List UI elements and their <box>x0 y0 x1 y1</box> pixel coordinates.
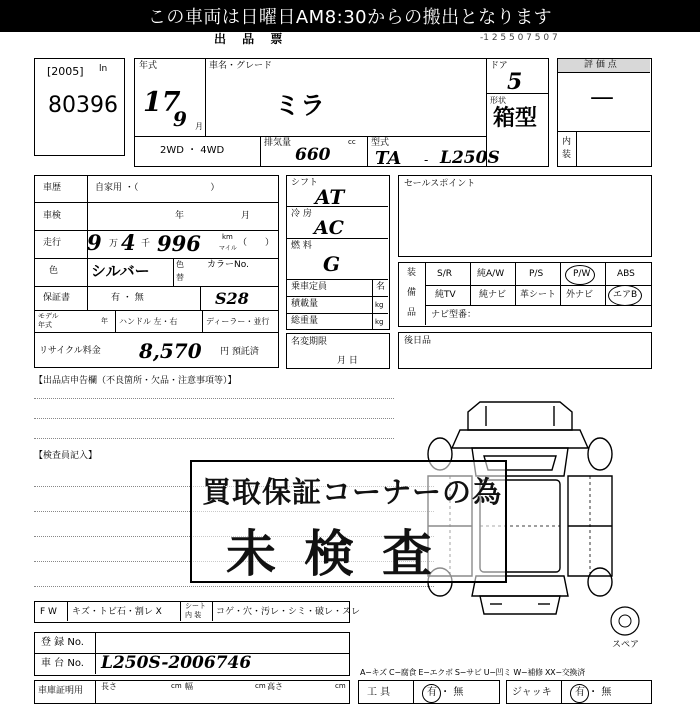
rear-items-box <box>398 332 652 369</box>
lot-box <box>34 58 125 156</box>
cert-length-unit: cm <box>171 682 182 690</box>
registration-box <box>34 632 350 676</box>
color-sub-2: 替 <box>176 273 184 282</box>
mileage-digits: 996 <box>157 231 201 256</box>
handle-label: ハンドル 左・右 <box>119 317 178 326</box>
model-label: 型式 <box>371 138 390 148</box>
top-right-digits: -1 2 5 5 0 7 5 0 7 <box>480 33 558 43</box>
banner-notice: この車両は日曜日AM8:30からの搬出となります <box>0 0 700 32</box>
seat-text: コゲ・穴・汚レ・シミ・破レ・スレ <box>216 607 361 617</box>
name-change-label: 名変期限 <box>291 337 328 347</box>
lot-small-mark: ln <box>99 64 108 74</box>
cert-length: 長さ <box>101 682 117 691</box>
spare-tire-icon <box>608 604 642 638</box>
cert-width: 幅 <box>185 682 193 691</box>
tools-circle <box>422 684 441 703</box>
mileage-sen-unit: 千 <box>141 239 151 249</box>
equip-airbag: エアB <box>613 290 638 300</box>
certificate-label: 車庫証明用 <box>38 686 84 696</box>
month-value: 9 <box>173 107 187 131</box>
tools-text: 有 ・ 無 <box>427 687 464 698</box>
seller-notes-label: 【出品店申告欄（不良箇所・欠品・注意事項等）】 <box>34 376 237 386</box>
interior-label-2: 装 <box>562 150 572 160</box>
navi-model-label: ナビ型番： <box>431 310 477 320</box>
seller-line-3 <box>34 438 394 439</box>
equipment-side-3: 品 <box>407 308 417 318</box>
inspection-month-unit: 月 <box>241 211 251 221</box>
lot-number: 80396 <box>48 93 118 118</box>
color-sub-1: 色 <box>176 260 184 269</box>
door-value: 5 <box>507 69 523 95</box>
history-text: 自家用 ・（ ） <box>95 183 220 193</box>
interior-label-1: 内 <box>562 137 572 147</box>
model-code: L250S <box>440 148 500 168</box>
ac-label: 冷 房 <box>291 209 312 219</box>
shift-value: AT <box>315 185 345 209</box>
equip-leather: 革シート <box>520 290 557 300</box>
middle-box <box>286 175 390 330</box>
jack-text: 有 ・ 無 <box>575 687 612 698</box>
recycle-value: 8,570 <box>139 339 202 363</box>
mileage-man-unit: 万 <box>109 239 119 249</box>
mileage-digit-man: 9 <box>87 230 102 255</box>
displacement-unit: cc <box>348 138 356 146</box>
model-year-label-2: 年式 <box>38 321 52 329</box>
equip-alloy-wheel: 純A/W <box>477 269 505 279</box>
model-year-unit: 年 <box>101 317 108 325</box>
color-label: 色 <box>49 266 59 276</box>
airbag-circle <box>608 285 642 306</box>
equip-tv: 純TV <box>435 290 456 300</box>
equipment-box <box>398 262 652 327</box>
jack-label: ジャッキ <box>512 687 552 698</box>
score-label: 評 価 点 <box>584 60 617 70</box>
model-year-label-1: モデル <box>38 312 59 320</box>
name-change-unit: 月 日 <box>337 356 358 366</box>
inspector-line-5 <box>34 586 434 587</box>
sales-point-box <box>398 175 652 257</box>
equip-abs: ABS <box>617 269 635 279</box>
score-value: — <box>590 83 614 111</box>
month-unit: 月 <box>195 122 203 131</box>
mileage-mile: マイル <box>219 245 237 252</box>
seat-label-1: シート <box>185 602 206 610</box>
damage-legend: A−キズ C−腐食 E−エクボ S−サビ U−凹ミ W−補修 XX−交換済 <box>360 668 585 677</box>
equip-navi: 純ナビ <box>479 290 507 300</box>
recycle-label: リサイクル料金 <box>39 346 101 356</box>
tools-box <box>358 680 500 704</box>
certificate-row <box>34 680 350 704</box>
dealer-label: ディーラー・並行 <box>206 317 270 326</box>
seat-label-2: 内 装 <box>185 611 202 619</box>
equip-pw: P/W <box>573 269 591 279</box>
car-name-label: 車名・グレード <box>209 61 273 71</box>
fw-label: F W <box>40 607 57 617</box>
model-dash: - <box>424 153 429 167</box>
vehicle-box <box>134 58 549 167</box>
seller-line-1 <box>34 398 394 399</box>
equip-sr: S/R <box>437 269 452 279</box>
name-change-box <box>286 333 390 369</box>
recycle-unit: 円 預託済 <box>220 347 259 357</box>
mileage-label: 走行 <box>43 238 62 248</box>
sheet-title: 出 品 票 <box>214 32 289 46</box>
jack-box <box>506 680 652 704</box>
fuel-value: G <box>323 252 341 276</box>
pw-circle <box>565 265 595 285</box>
equipment-side-1: 装 <box>407 268 417 278</box>
door-label: ドア <box>490 61 508 71</box>
body-label: 形状 <box>490 96 506 105</box>
warranty-label: 保証書 <box>43 293 71 303</box>
mileage-digit-sen: 4 <box>121 230 136 255</box>
ac-value: AC <box>314 217 344 239</box>
color-value: シルバー <box>91 262 150 280</box>
seller-line-2 <box>34 418 394 419</box>
fuel-label: 燃 料 <box>291 241 312 251</box>
body-value: 箱型 <box>493 105 538 131</box>
capacity-unit: 名 <box>376 282 386 292</box>
mileage-km: km <box>222 233 233 241</box>
warranty-text: 有 ・ 無 <box>111 293 144 303</box>
cert-height-unit: cm <box>335 682 346 690</box>
displacement-value: 660 <box>295 145 331 165</box>
year-value: 17 <box>143 87 181 118</box>
equipment-side-2: 備 <box>407 288 417 298</box>
jack-circle <box>570 684 589 703</box>
color-no-label: カラーNo. <box>207 260 249 270</box>
car-name-value: ミラ <box>275 91 326 120</box>
shift-label: シフト <box>291 178 319 188</box>
stamp-top-text: 買取保証コーナーの為 <box>202 475 503 509</box>
capacity-label: 乗車定員 <box>291 282 328 292</box>
registration-label: 登 録 No. <box>41 637 84 648</box>
history-box <box>34 175 279 368</box>
gross-unit: kg <box>375 318 384 326</box>
tools-label: 工 具 <box>367 687 391 698</box>
lot-year-bracket: [2005] <box>47 65 84 78</box>
score-box <box>557 58 652 167</box>
stamp-bottom-text: 未検査 <box>226 525 460 583</box>
cert-width-unit: cm <box>255 682 266 690</box>
color-no-value: S28 <box>215 289 249 308</box>
equip-ps: P/S <box>529 269 544 279</box>
chassis-value: L250S-2006746 <box>101 653 252 673</box>
displacement-label: 排気量 <box>264 138 292 148</box>
cert-height: 高さ <box>267 682 283 691</box>
spare-label: スペア <box>612 640 640 650</box>
load-unit: kg <box>375 301 384 309</box>
mileage-paren: （ ） <box>238 238 275 248</box>
fw-seat-row <box>34 601 361 623</box>
inspection-label: 車検 <box>43 211 62 221</box>
inspection-year-unit: 年 <box>175 211 185 221</box>
load-label: 積載量 <box>291 299 319 309</box>
equip-ext-navi: 外ナビ <box>566 290 594 300</box>
year-label: 年式 <box>139 61 158 71</box>
history-label: 車歴 <box>43 183 62 193</box>
rear-items-label: 後日品 <box>404 336 432 346</box>
inspector-label: 【検査員記入】 <box>34 451 98 461</box>
drive-label: 2WD ・ 4WD <box>160 145 225 156</box>
gross-label: 総重量 <box>291 316 319 326</box>
model-prefix: TA <box>375 148 402 169</box>
chassis-label: 車 台 No. <box>41 658 84 669</box>
unchecked-stamp <box>190 460 507 583</box>
fw-text: キズ・トビ石・割レ X <box>72 607 162 617</box>
sales-point-label: セールスポイント <box>404 179 476 189</box>
